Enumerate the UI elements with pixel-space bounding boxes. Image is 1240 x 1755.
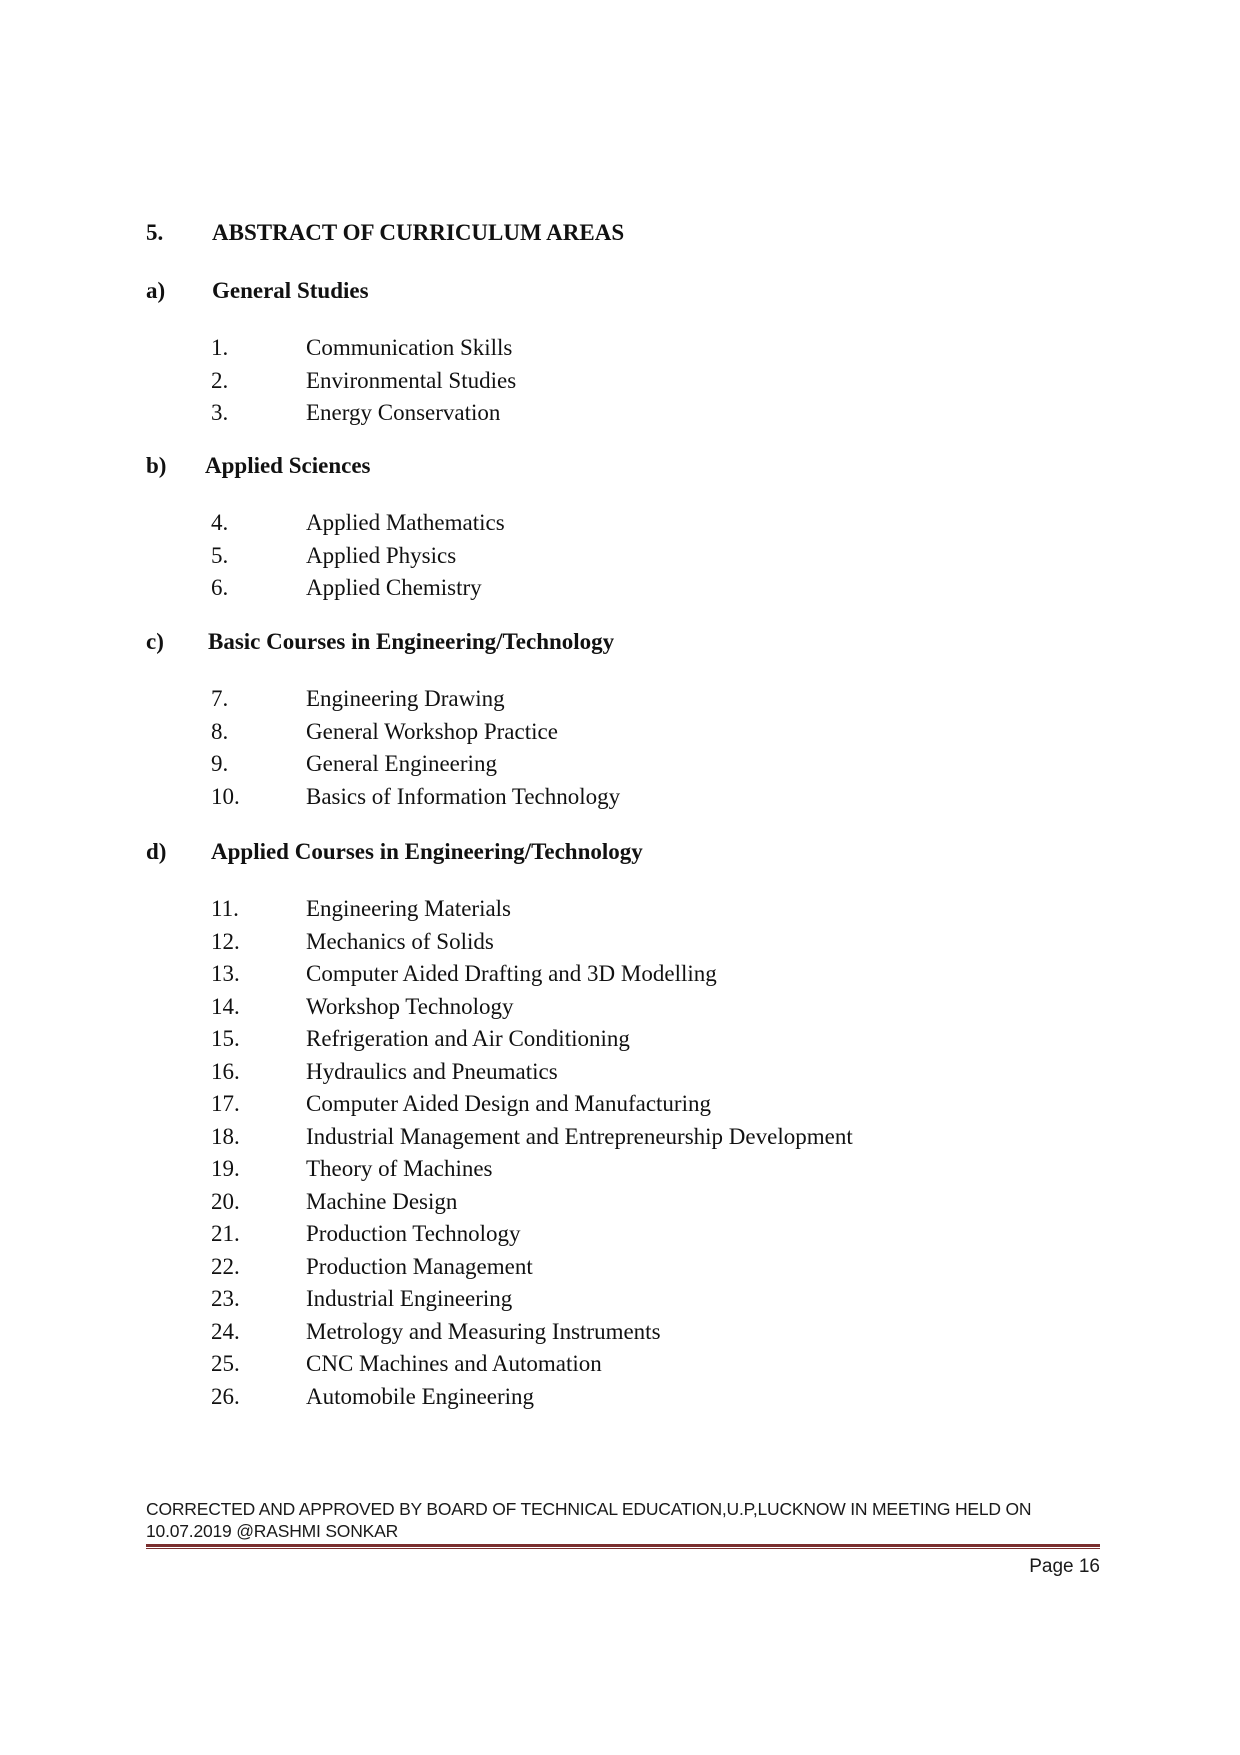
page-number: Page 16 <box>1029 1556 1100 1577</box>
section-item-list <box>146 332 1146 430</box>
list-item <box>211 683 1146 716</box>
section-applied-sciences <box>146 451 1146 605</box>
item-number: 14. <box>211 993 240 1019</box>
item-label: CNC Machines and Automation <box>306 1351 602 1376</box>
item-number: 4. <box>211 510 229 535</box>
section-title: Applied Sciences <box>205 453 371 478</box>
footer-approval-line: CORRECTED AND APPROVED BY BOARD OF TECHNICAL EDUCATION,U.P,LUCKNOW IN MEETING HELD ON <box>146 1499 1032 1519</box>
item-label: Production Technology <box>306 1221 521 1246</box>
item-label: Automobile Engineering <box>306 1383 535 1409</box>
item-number: 22. <box>211 1253 240 1279</box>
section-letter: a) <box>146 278 166 303</box>
item-number: 20. <box>211 1188 240 1214</box>
item-label: General Engineering <box>306 751 497 776</box>
item-label: Refrigeration and Air Conditioning <box>306 1026 630 1051</box>
item-number: 15. <box>211 1026 240 1051</box>
list-item <box>211 365 1146 398</box>
section-item-list <box>146 507 1146 605</box>
item-label: Communication Skills <box>306 335 513 360</box>
section-item-list <box>146 893 1146 1413</box>
item-number: 5. <box>211 542 229 568</box>
item-label: Applied Mathematics <box>306 510 505 535</box>
heading-title: ABSTRACT OF CURRICULUM AREAS <box>212 220 625 245</box>
section-item-list <box>146 683 1146 813</box>
section-heading <box>146 276 1146 306</box>
section-title: Basic Courses in Engineering/Technology <box>208 629 615 654</box>
list-item <box>211 1023 1146 1056</box>
footer-divider <box>146 1544 1100 1549</box>
item-label: Applied Chemistry <box>306 575 482 600</box>
item-label: Computer Aided Design and Manufacturing <box>306 1091 711 1116</box>
item-label: Environmental Studies <box>306 367 517 393</box>
list-item <box>211 507 1146 540</box>
item-number: 7. <box>211 686 229 711</box>
list-item <box>211 1088 1146 1121</box>
item-label: Workshop Technology <box>306 993 514 1019</box>
item-number: 24. <box>211 1318 240 1344</box>
item-number: 19. <box>211 1156 240 1181</box>
section-title: General Studies <box>212 278 369 303</box>
list-item <box>211 1218 1146 1251</box>
section-letter: c) <box>146 629 164 654</box>
item-number: 23. <box>211 1286 240 1311</box>
item-number: 2. <box>211 367 229 393</box>
item-number: 26. <box>211 1383 240 1409</box>
list-item <box>211 1251 1146 1284</box>
item-number: 6. <box>211 575 229 600</box>
section-general-studies <box>146 276 1146 430</box>
item-label: Machine Design <box>306 1188 458 1214</box>
list-item <box>211 1316 1146 1349</box>
heading-number: 5. <box>146 220 164 245</box>
item-number: 13. <box>211 961 240 986</box>
item-number: 17. <box>211 1091 240 1116</box>
item-label: Hydraulics and Pneumatics <box>306 1058 558 1084</box>
item-label: General Workshop Practice <box>306 718 558 744</box>
footer-date-line: 10.07.2019 @RASHMI SONKAR <box>146 1521 399 1541</box>
item-number: 16. <box>211 1058 240 1084</box>
item-label: Basics of Information Technology <box>306 783 621 809</box>
list-item <box>211 958 1146 991</box>
list-item <box>211 572 1146 605</box>
section-title: Applied Courses in Engineering/Technology <box>211 839 643 864</box>
list-item <box>211 893 1146 926</box>
section-heading <box>146 451 1146 481</box>
list-item <box>211 1056 1146 1089</box>
list-item <box>211 991 1146 1024</box>
list-item <box>211 1121 1146 1154</box>
list-item <box>211 781 1146 814</box>
item-number: 8. <box>211 718 229 744</box>
item-label: Engineering Materials <box>306 896 512 921</box>
item-number: 12. <box>211 928 240 954</box>
item-label: Theory of Machines <box>306 1156 493 1181</box>
item-label: Engineering Drawing <box>306 686 505 711</box>
list-item <box>211 1153 1146 1186</box>
page-footer <box>146 1498 1106 1542</box>
section-letter: d) <box>146 839 167 864</box>
list-item <box>211 748 1146 781</box>
item-number: 10. <box>211 783 240 809</box>
list-item <box>211 332 1146 365</box>
section-basic-courses <box>146 627 1146 813</box>
item-label: Energy Conservation <box>306 400 501 425</box>
list-item <box>211 926 1146 959</box>
list-item <box>211 716 1146 749</box>
section-letter: b) <box>146 453 167 478</box>
item-number: 25. <box>211 1351 240 1376</box>
list-item <box>211 1381 1146 1414</box>
list-item <box>211 1186 1146 1219</box>
item-label: Applied Physics <box>306 542 457 568</box>
item-label: Mechanics of Solids <box>306 928 494 954</box>
item-number: 11. <box>211 896 239 921</box>
section-heading <box>146 627 1146 657</box>
list-item <box>211 1283 1146 1316</box>
item-number: 18. <box>211 1123 240 1149</box>
item-label: Metrology and Measuring Instruments <box>306 1318 661 1344</box>
item-label: Computer Aided Drafting and 3D Modelling <box>306 961 717 986</box>
list-item <box>211 1348 1146 1381</box>
item-number: 21. <box>211 1221 240 1246</box>
section-applied-courses <box>146 837 1146 1413</box>
item-number: 3. <box>211 400 229 425</box>
item-label: Production Management <box>306 1253 533 1279</box>
list-item <box>211 397 1146 430</box>
item-label: Industrial Management and Entrepreneurship Development <box>306 1123 853 1149</box>
item-number: 1. <box>211 335 229 360</box>
item-label: Industrial Engineering <box>306 1286 513 1311</box>
item-number: 9. <box>211 751 229 776</box>
list-item <box>211 540 1146 573</box>
section-heading <box>146 837 1146 867</box>
page-heading <box>146 220 624 246</box>
